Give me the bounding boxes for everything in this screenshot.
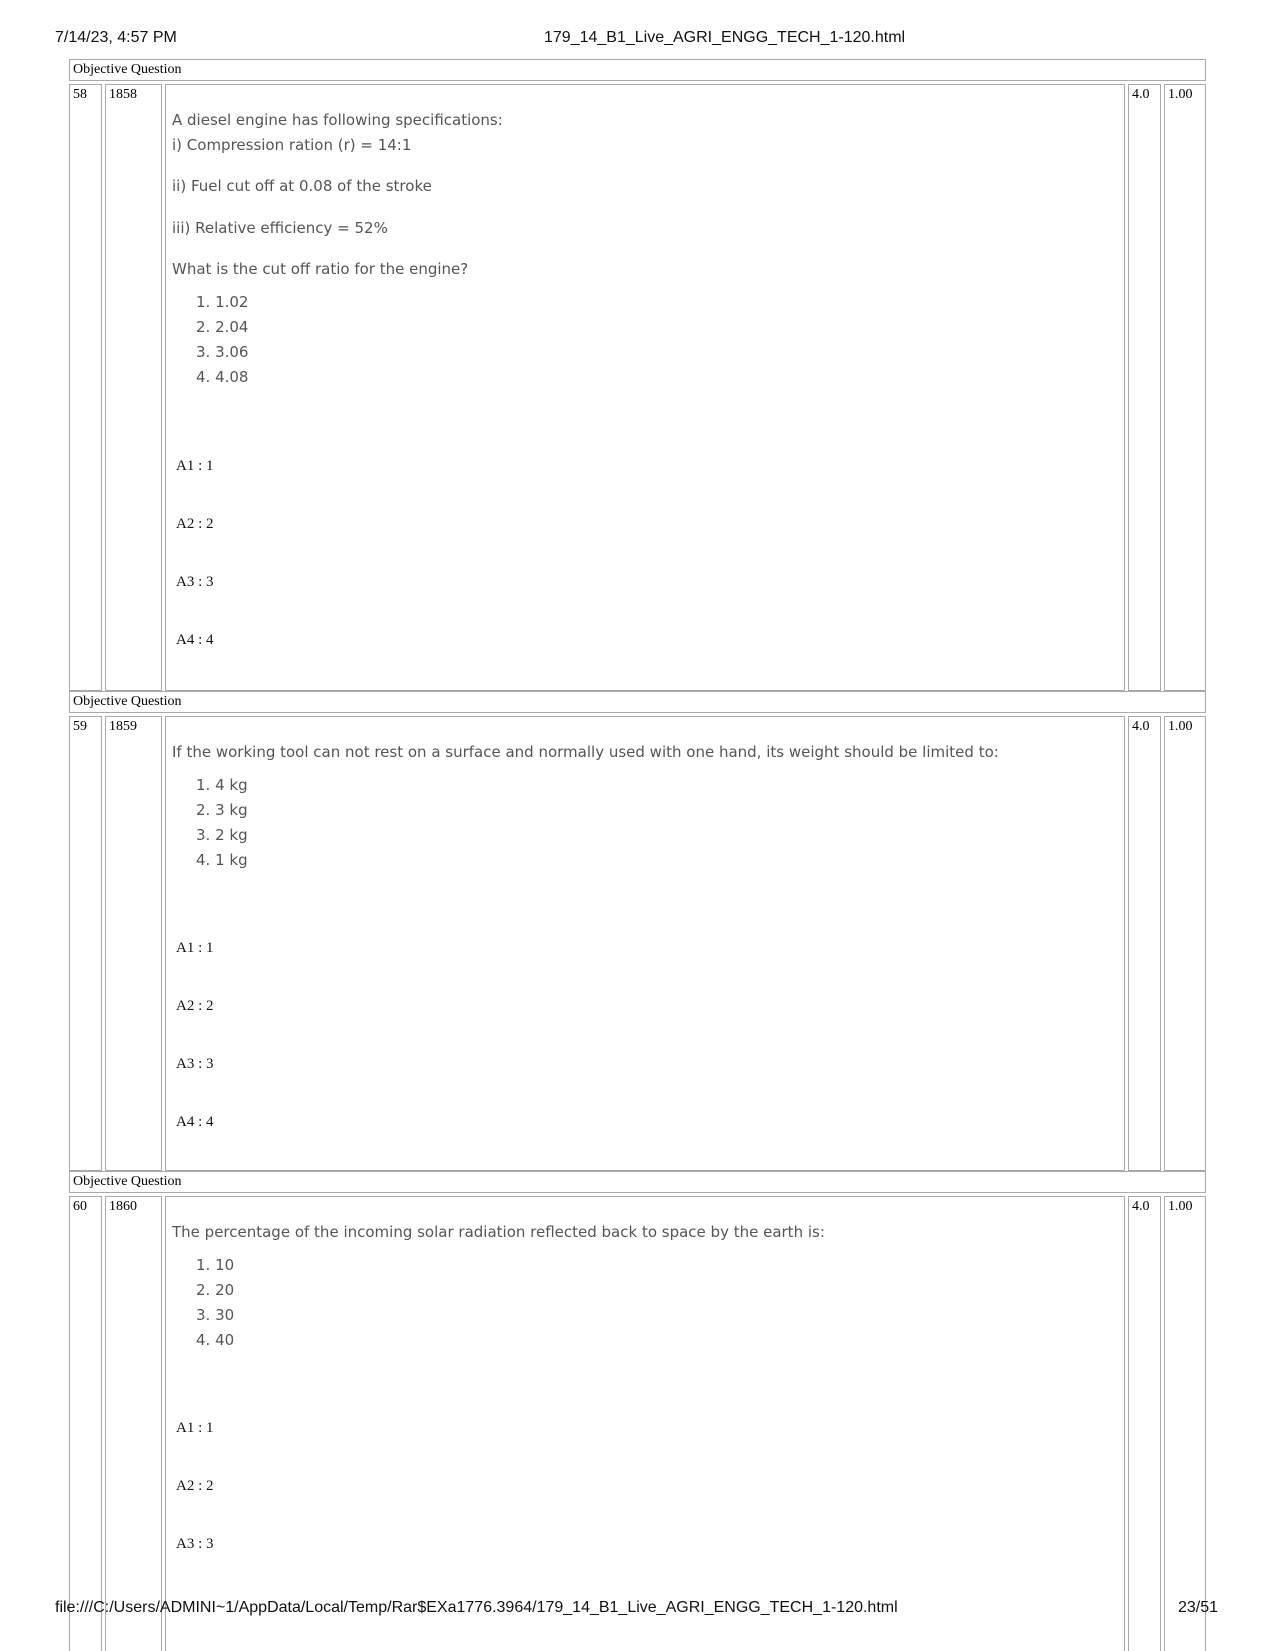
marks: 4.0 bbox=[1128, 716, 1161, 1171]
marks: 4.0 bbox=[1128, 1196, 1161, 1651]
print-page-number: 23/51 bbox=[1178, 1599, 1219, 1616]
answer-key: A2 : 2 bbox=[176, 998, 214, 1014]
option-item: 2. 20 bbox=[196, 1281, 235, 1299]
question-text-line: What is the cut off ratio for the engine? bbox=[172, 260, 469, 278]
question-body bbox=[165, 1196, 1125, 1651]
question-table bbox=[69, 59, 1206, 1651]
question-block bbox=[69, 1171, 1206, 1651]
question-id: 1859 bbox=[105, 716, 162, 1171]
option-item: 2. 2.04 bbox=[196, 318, 249, 336]
option-list bbox=[196, 290, 248, 390]
question-block bbox=[69, 691, 1206, 1171]
option-item: 4. 1 kg bbox=[196, 851, 248, 869]
option-item: 3. 30 bbox=[196, 1306, 235, 1324]
question-text-line: ii) Fuel cut off at 0.08 of the stroke bbox=[172, 177, 432, 195]
option-item: 1. 10 bbox=[196, 1256, 235, 1274]
answer-key: A1 : 1 bbox=[176, 1420, 214, 1436]
question-body bbox=[165, 716, 1125, 1171]
print-datetime: 7/14/23, 4:57 PM bbox=[55, 29, 177, 46]
answer-key: A1 : 1 bbox=[176, 940, 214, 956]
question-type-label: Objective Question bbox=[69, 59, 1206, 81]
answer-key: A4 : 4 bbox=[176, 632, 214, 648]
option-list bbox=[196, 773, 248, 873]
option-item: 3. 3.06 bbox=[196, 343, 249, 361]
serial-number: 60 bbox=[69, 1196, 102, 1651]
negative-marks: 1.00 bbox=[1164, 1196, 1206, 1651]
negative-marks: 1.00 bbox=[1164, 716, 1206, 1171]
answer-key: A4 : 4 bbox=[176, 1114, 214, 1130]
option-item: 4. 4.08 bbox=[196, 368, 249, 386]
question-text-line: iii) Relative efficiency = 52% bbox=[172, 219, 388, 237]
question-text-line: If the working tool can not rest on a surface and normally used with one hand, its weight should be limited to: bbox=[172, 743, 999, 761]
option-item: 1. 1.02 bbox=[196, 293, 249, 311]
answer-key: A2 : 2 bbox=[176, 1478, 214, 1494]
question-block bbox=[69, 59, 1206, 691]
serial-number: 59 bbox=[69, 716, 102, 1171]
answer-key: A2 : 2 bbox=[176, 516, 214, 532]
option-list bbox=[196, 1253, 234, 1353]
print-file-path: file:///C:/Users/ADMINI~1/AppData/Local/Temp/Rar$EXa1776.3964/179_14_B1_Live_AGRI_ENGG_TECH_1-120.html bbox=[55, 1599, 898, 1616]
serial-number: 58 bbox=[69, 84, 102, 691]
print-document-title: 179_14_B1_Live_AGRI_ENGG_TECH_1-120.html bbox=[544, 29, 906, 46]
option-item: 1. 4 kg bbox=[196, 776, 248, 794]
answer-key: A1 : 1 bbox=[176, 458, 214, 474]
question-type-label: Objective Question bbox=[69, 1171, 1206, 1193]
answer-key: A3 : 3 bbox=[176, 1056, 214, 1072]
negative-marks: 1.00 bbox=[1164, 84, 1206, 691]
answer-key: A3 : 3 bbox=[176, 574, 214, 590]
question-id: 1858 bbox=[105, 84, 162, 691]
answer-key: A3 : 3 bbox=[176, 1536, 214, 1552]
option-item: 3. 2 kg bbox=[196, 826, 248, 844]
question-text-line: i) Compression ration (r) = 14:1 bbox=[172, 136, 412, 154]
marks: 4.0 bbox=[1128, 84, 1161, 691]
option-item: 2. 3 kg bbox=[196, 801, 248, 819]
question-id: 1860 bbox=[105, 1196, 162, 1651]
question-text-line: The percentage of the incoming solar radiation reflected back to space by the earth is: bbox=[172, 1223, 825, 1241]
option-item: 4. 40 bbox=[196, 1331, 235, 1349]
question-type-label: Objective Question bbox=[69, 691, 1206, 713]
question-body bbox=[165, 84, 1125, 691]
question-text-line: A diesel engine has following specifications: bbox=[172, 111, 503, 129]
